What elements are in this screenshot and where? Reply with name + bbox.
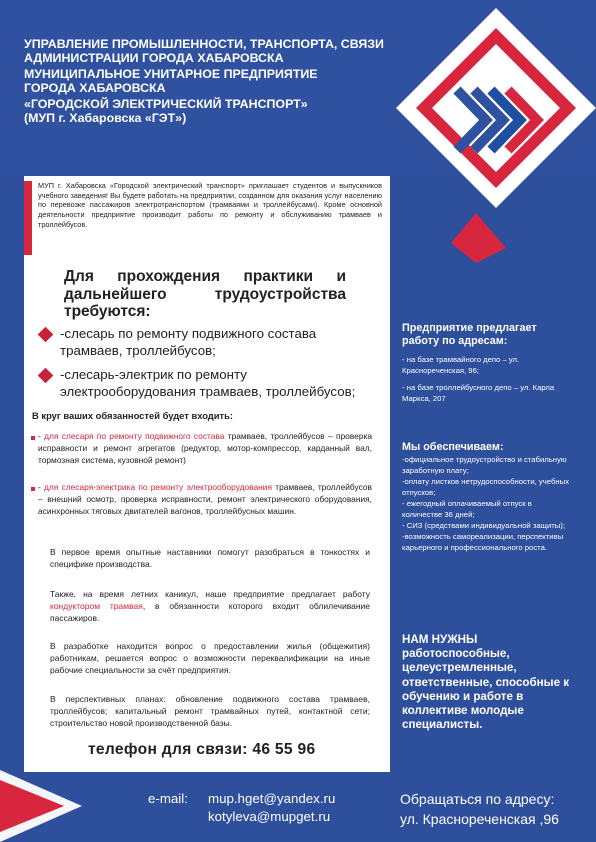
header-line-3: МУНИЦИПАЛЬНОЕ УНИТАРНОЕ ПРЕДПРИЯТИЕ [24,67,318,82]
requirements-title-line-2: дальнейшего трудоустройства [64,285,346,303]
provide-title: Мы обеспечиваем: [402,441,504,453]
get-logo-icon [356,8,596,263]
play-triangle-icon [0,770,82,842]
address-line-2: ул. Краснореченская ,96 [400,810,559,827]
duties-title: В круг ваших обязанностей будет входить: [32,410,233,421]
duty-1-highlight: для слесаря по ремонту подвижного состава [44,431,225,441]
paragraph-summer-text-b: , в обязанности которого входит облилечивание пассажиров. [50,600,371,623]
requirements-title-line-1: Для прохождения практики и [64,268,346,285]
paragraph-summer-highlight: кондуктором трамвая [50,600,143,611]
provide-item-4: - СИЗ (средствами индивидуальной защиты); [402,521,565,530]
duty-1-text: трамваев, троллейбусов – проверка исправности и ремонт агрегатов (редуктор, мотор-компрессор, карданный вал, тормозная система, кузовной ремонт) [38,431,372,465]
requirement-item-2: -слесарь-электрик по ремонту электрооборудования трамваев, троллейбусов; [60,367,356,399]
paragraph-summer-text-a: Также, на время летних каникул, наше предприятие предлагает работу [50,589,370,599]
requirements-title-line-3: требуются: [64,303,151,320]
duty-2-highlight: для слесаря-электрика по ремонту электрооборудования [44,482,272,492]
email-link-2[interactable]: kotyleva@mupget.ru [208,809,331,824]
requirement-item-1: -слесарь по ремонту подвижного состава трамваев, троллейбусов; [60,326,317,358]
header-text [24,38,404,126]
duty-2-prefix: - [38,482,45,492]
header-line-5: «ГОРОДСКОЙ ЭЛЕКТРИЧЕСКИЙ ТРАНСПОРТ» [24,97,308,112]
provide-item-5: -возможность самореализации, перспективы карьерного и профессионального роста. [402,532,564,552]
provide-section [402,441,574,553]
header-line-2: АДМИНИСТРАЦИИ ГОРОДА ХАБАРОВСКА [24,50,284,65]
duty-item-1 [38,431,372,466]
duty-item-2 [38,482,372,517]
square-bullet-icon [31,487,35,491]
needs-section [402,633,574,732]
requirements-title [64,268,346,321]
contact-emails [148,790,335,826]
provide-item-2: -оплату листков нетрудоспособности, учебных отпусков; [402,477,569,497]
content-panel [24,176,390,772]
provide-item-1: -официальное трудоустройство и стабильную заработную плату; [402,455,567,475]
offer-address-2: - на базе троллейбусного депо – ул. Карла Маркса, 207 [402,383,555,403]
contact-address [400,790,559,829]
duty-2-text: трамваев, троллейбусов – внешний осмотр, проверка исправности, ремонт электрического оборудования, асинхронных тяговых двигателей вагонов, троллейбусных машин. [38,482,372,516]
paragraph-housing: В разработке находится вопрос о предоставлении жилья (общежития) работникам, решается вопрос о возможности переквалификации на иные рабочие специальности за счёт предприятия. [50,641,370,675]
provide-item-3: - ежегодный оплачиваемый отпуск в количестве 36 дней; [402,499,532,519]
email-label: e-mail: [148,791,188,806]
paragraph-plans: В перспективных планах: обновление подвижного состава трамваев, троллейбусов; капитальный ремонт трамвайных путей, контактной сети; строительство новой производственной базы. [50,694,370,728]
header-line-1: УПРАВЛЕНИЕ ПРОМЫШЛЕННОСТИ, ТРАНСПОРТА, СВЯЗИ [24,37,384,51]
address-line-1: Обращаться по адресу: [400,791,555,807]
header-line-4: ГОРОДА ХАБАРОВСКА [24,80,166,95]
contact-phone: телефон для связи: 46 55 96 [88,741,316,758]
intro-text: МУП г. Хабаровска «Городской электрический транспорт» приглашает студентов и выпускников учебного заведения! Вы будете работать на предприятии, созданном для оказания услуг населению по перевозке пассажиров электротранспортом (трамваями и троллейбусами). Кроме основной деятельности предприятие производит работы по ремонту и обслуживанию трамваев и троллейбусов. [38,181,382,229]
needs-text: работоспособные, целеустремленные, ответственные, способные к обучению и работе в коллективе молодые специалисты. [402,647,570,732]
square-bullet-icon [31,436,35,440]
paragraph-mentors: В первое время опытные наставники помогут разобраться в тонкостях и специфике производства. [50,547,370,569]
email-link-1[interactable]: mup.hget@yandex.ru [208,791,336,806]
needs-title: НАМ НУЖНЫ [402,633,478,646]
intro-accent-bar [24,181,32,255]
offers-section [402,322,574,404]
offers-title: Предприятие предлагает работу по адресам: [402,322,537,347]
duty-1-prefix: - [38,431,45,441]
offer-address-1: - на базе трамвайного депо – ул. Краснореченская, 96; [402,355,520,375]
paragraph-summer-work [50,589,370,624]
header-line-6: (МУП г. Хабаровска «ГЭТ») [24,110,187,125]
